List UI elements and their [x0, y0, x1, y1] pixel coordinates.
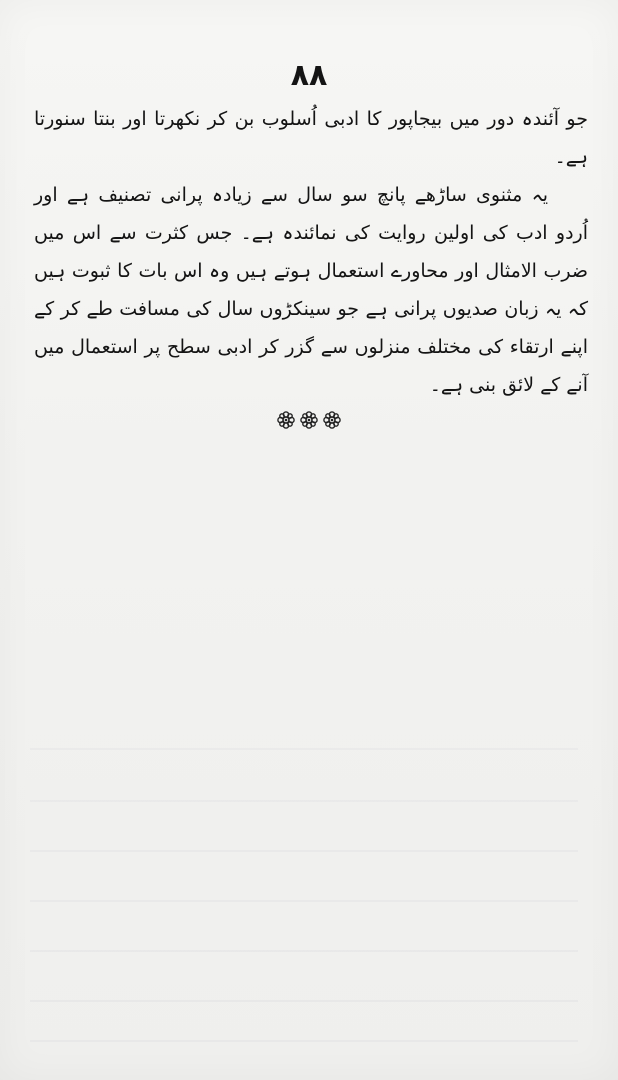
show-through-line	[30, 850, 578, 852]
paragraph-2: یہ مثنوی ساڑھے پانچ سو سال سے زیادہ پرانی تصنیف ہے اور اُردو ادب کی اولین روایت کی نمائندہ ہے۔ جس کثرت سے اس میں ضرب الامثال اور محاورے استعمال ہوتے ہیں وہ اس بات کا ثبوت ہیں کہ یہ زبان صدیوں پرانی ہے جو سینکڑوں سال کی مسافت طے کر کے اپنے ارتقاء کی مختلف منزلوں سے گزر کر ادبی سطح پر استعمال میں آنے کے لائق بنی ہے۔	[34, 184, 588, 396]
section-divider	[0, 410, 618, 430]
show-through-line	[30, 950, 578, 952]
show-through-line	[30, 1040, 578, 1042]
show-through-line	[30, 900, 578, 902]
flower-ornament-icon	[299, 410, 319, 430]
flower-ornament-icon	[322, 410, 342, 430]
body-text	[34, 100, 588, 404]
show-through-line	[30, 748, 578, 750]
show-through-line	[30, 1000, 578, 1002]
paragraph-1: جو آئندہ دور میں بیجاپور کا ادبی اُسلوب بن کر نکھرتا اور بنتا سنورتا ہے۔	[34, 108, 588, 168]
flower-ornament-icon	[276, 410, 296, 430]
show-through-line	[30, 800, 578, 802]
page-number: ۸۸	[290, 58, 328, 93]
